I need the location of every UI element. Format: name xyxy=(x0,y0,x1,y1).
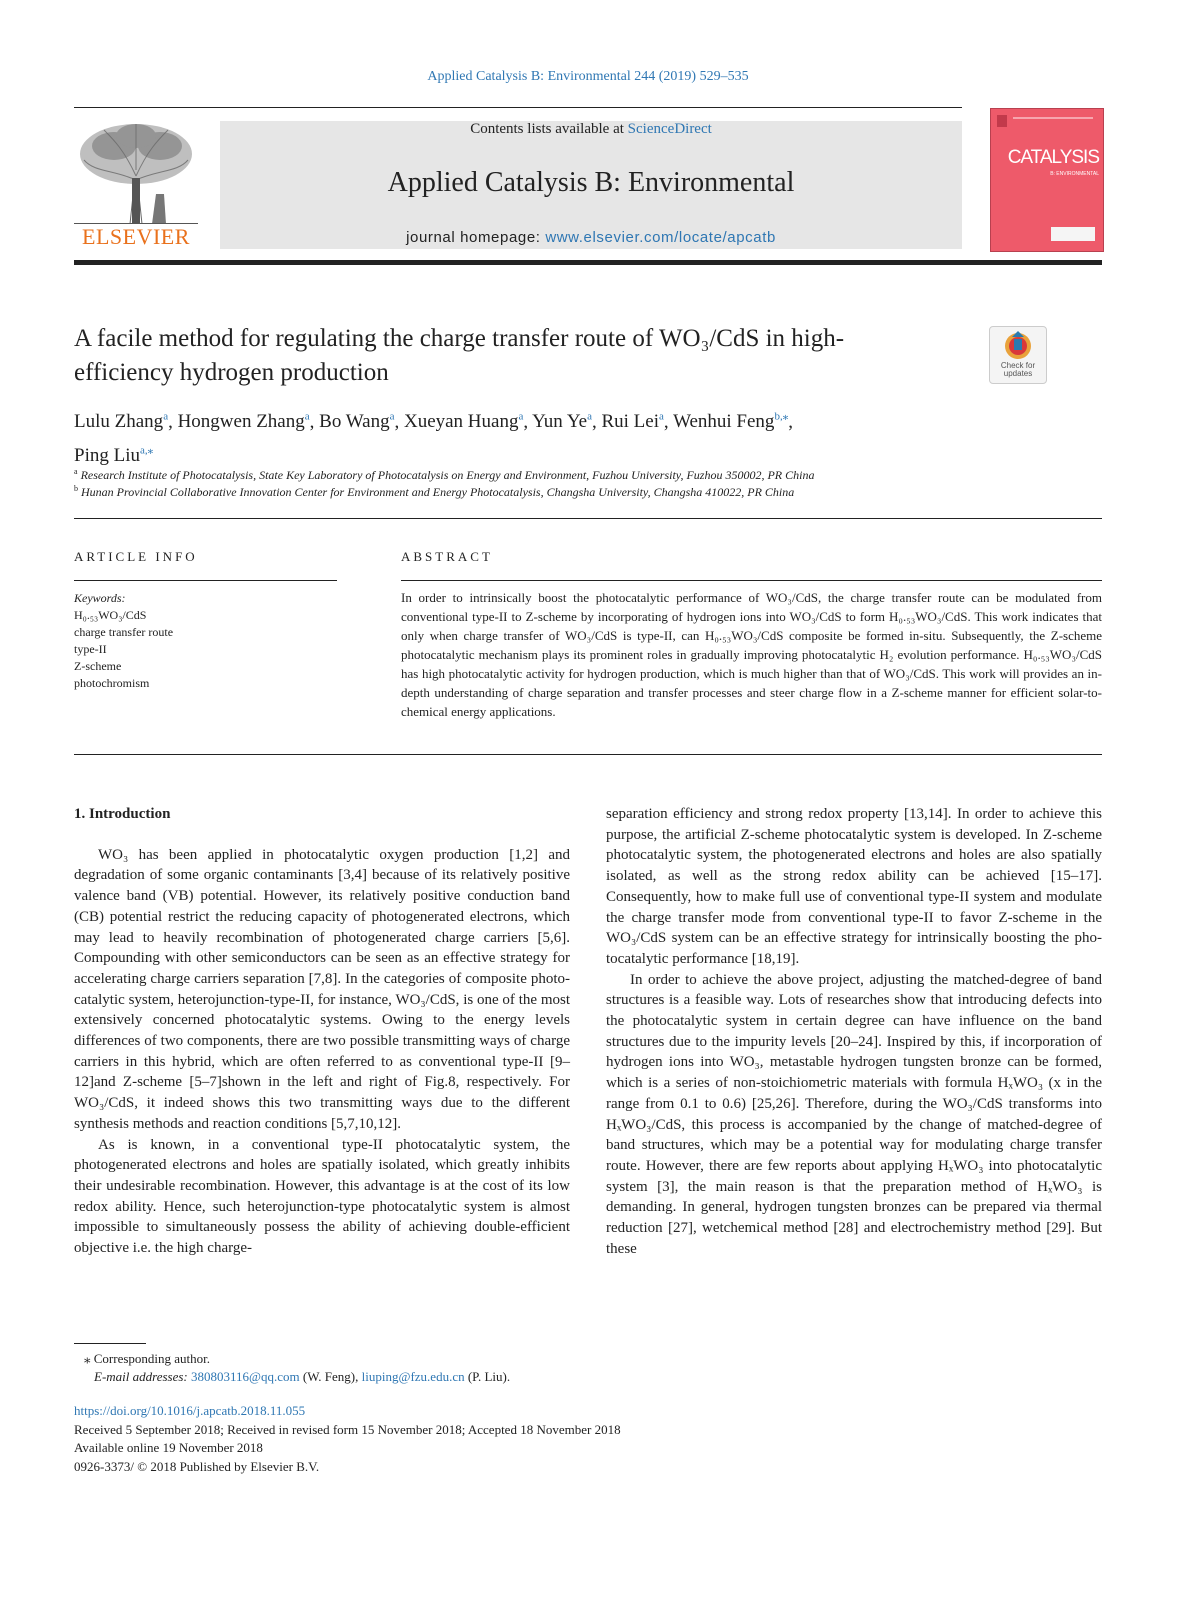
abstract-text: In order to intrinsically boost the photocatalytic performance of WO₃/CdS, the charge transfer route can be modulated from conventional type-II to Z-scheme by incorporating of hydrogen ions into WO₃/CdS to form H₀.₅₃WO₃/CdS. This work indicates that only when charge transfer of WO₃/CdS is type-II, can H₀.₅₃WO₃/CdS composite be formed in-situ. Subsequently, the Z-scheme photocatalytic mechanism plays its prominent roles in gradually improving photocatalytic H₂ evolution performance. H₀.₅₃WO₃/CdS has high photocatalytic activity for hydrogen production, which is much higher than that of WO₃/CdS. This work will provides an in-depth understanding of charge separation and transfer processes and steer charge flow in a Z-scheme manner for efficient solar-to-chemical energy applications. xyxy=(401,590,1102,719)
keyword: Z-scheme xyxy=(74,659,122,673)
journal-banner xyxy=(220,121,962,249)
homepage-link[interactable]: www.elsevier.com/locate/apcatb xyxy=(545,229,776,246)
affiliation: $^a$ Research Institute of Photocatalysis, State Key Laboratory of Photocatalysis on Energy and Environment, Fuzhou University, Fuzhou 350002, PR China xyxy=(74,467,815,482)
keywords-block xyxy=(74,590,334,692)
email-link[interactable]: liuping@fzu.edu.cn xyxy=(361,1369,465,1384)
cover-logo-icon xyxy=(997,115,1007,127)
cover-subtitle: B: ENVIRONMENTAL xyxy=(1050,171,1099,177)
article-info-label: ARTICLE INFO xyxy=(74,549,198,564)
body-left-column xyxy=(74,804,570,1259)
online-date: Available online 19 November 2018 xyxy=(74,1440,263,1455)
keyword: charge transfer route xyxy=(74,625,174,639)
header-top-rule xyxy=(74,107,962,108)
journal-citation[interactable]: Applied Catalysis B: Environmental 244 (2019) 529–535 xyxy=(427,69,749,84)
body-paragraph: separation efficiency and strong redox property [13,14]. In order to achieve this purpose, the artificial Z-scheme photocatalytic system is developed. In Z-scheme photocatalytic system, the photogenerated electrons and holes are also spatially isolated, as well as the strong redox ability can be achieved [15–17]. Consequently, how to make full use of conventional type-II system and modulate the charge transfer mode from conventional type-II to favor Z-scheme in the WO₃/CdS system can be an effective strategy for intrinsically boosting the photocatalytic performance [18,19]. xyxy=(606,806,1102,967)
affiliation-rule xyxy=(74,518,1102,519)
cover-title: CATALYSIS xyxy=(1007,147,1099,168)
contents-line xyxy=(220,121,962,138)
abstract-bottom-rule xyxy=(74,754,1102,755)
contents-prefix: Contents lists available at xyxy=(470,121,628,137)
body-paragraph: In order to achieve the above project, adjusting the matched-degree of band structures is a feasible way. Lots of researches show that introducing defects into the photocatalytic system in certain degree can have influence on the band structures due to the impurity levels [20–24]. Inspired by this, if incorporation of hydrogen ions into WO₃, metastable hydrogen tungsten bronze can be formed, which is a series of non-stoichiometric materials with formula HₓWO₃ (x in the range from 0.1 to 0.6) [25,26]. Therefore, during the WO₃/CdS transforms into HₓWO₃/CdS, this process is accompanied by the change of matched-degree of band structures, which may be a potential way for modulating charge transfer route. However, there are few reports about applying HₓWO₃ into photocatalytic system [3], the main reason is that the preparation method of HₓWO₃ is demanding. In general, hydrogen tungsten bronzes can be prepared via thermal reduction [27], wetchemical method [28] and electrochemistry method [29]. But these xyxy=(606,971,1102,1257)
footnote-rule xyxy=(74,1343,146,1344)
homepage-line xyxy=(220,229,962,246)
sciencedirect-link[interactable]: ScienceDirect xyxy=(627,121,712,137)
author[interactable]: Yun Ye$^a$ xyxy=(532,411,592,433)
header-thick-rule xyxy=(74,260,1102,265)
abstract-label: ABSTRACT xyxy=(401,549,493,564)
email-link[interactable]: 380803116@qq.com xyxy=(191,1369,300,1384)
elsevier-logo xyxy=(74,120,198,250)
publication-info xyxy=(74,1402,874,1476)
check-for-updates-button[interactable] xyxy=(989,326,1047,384)
author[interactable]: Ping Liu$^{a,⁎}$ xyxy=(74,444,154,466)
footnotes xyxy=(74,1350,774,1386)
article-title xyxy=(74,322,974,390)
keyword: H₀.₅₃WO₃/CdS xyxy=(74,608,147,622)
author-list: Lulu Zhang$^a$, Hongwen Zhang$^a$, Bo Wang$^a$, Xueyan Huang$^a$, Yun Ye$^a$, Rui Lei$^a$, Wenhui Feng$^{b,⁎}$, Ping Liu$^{a,⁎}$ xyxy=(74,411,793,466)
section-heading: 1. Introduction xyxy=(74,806,171,822)
article-title-line1: A facile method for regulating the charge transfer route of WO₃/CdS in high- xyxy=(74,325,845,352)
publisher-name: ELSEVIER xyxy=(82,224,190,249)
body-right-column xyxy=(606,804,1102,1259)
cover-footer-box xyxy=(1051,227,1095,241)
keyword: type-II xyxy=(74,642,107,656)
copyright: 0926-3373/ © 2018 Published by Elsevier B.V. xyxy=(74,1458,320,1474)
keyword: photochromism xyxy=(74,676,150,690)
journal-name: Applied Catalysis B: Environmental xyxy=(387,167,795,198)
check-updates-label: Check for updates xyxy=(1000,361,1036,378)
abstract-rule xyxy=(401,580,1102,581)
body-paragraph: As is known, in a conventional type-II photocatalytic system, the photogenerated electrons and holes are spatially isolated, which greatly inhibits their undesirable recombination. However, this advantage is at the cost of its low redox ability. Hence, such heterojunction-type photocatalytic system is almost impossible to simultaneously possess the ability of achieving double-efficient objective i.e. the high charge- xyxy=(74,1136,570,1257)
keywords-label: Keywords: xyxy=(74,591,126,605)
author[interactable]: Xueyan Huang$^a$ xyxy=(403,411,524,433)
article-title-line2: efficiency hydrogen production xyxy=(74,359,389,386)
corresponding-author-note: ⁎ Corresponding author. xyxy=(84,1351,211,1366)
author[interactable]: Hongwen Zhang$^a$ xyxy=(177,411,310,433)
homepage-prefix: journal homepage: xyxy=(406,229,546,246)
article-info-rule xyxy=(74,580,337,581)
author[interactable]: Bo Wang$^a$ xyxy=(319,411,395,433)
affiliation: $^b$ Hunan Provincial Collaborative Innovation Center for Environment and Energy Photocatalysis, Changsha University, Changsha 410022, PR China xyxy=(74,484,795,499)
doi-link[interactable]: https://doi.org/10.1016/j.apcatb.2018.11.055 xyxy=(74,1403,306,1418)
author[interactable]: Wenhui Feng$^{b,⁎}$ xyxy=(673,411,789,433)
elsevier-tree-icon xyxy=(74,120,198,224)
body-paragraph: WO₃ has been applied in photocatalytic oxygen production [1,2] and degradation of some organic contaminants [3,4] because of its relatively positive valence band (VB) potential. However, its relatively positive conduction band (CB) potential restrict the reducing capacity of photogenerated electrons, which may lead to heavily recombination of photogenerated charge carriers [5,6]. Compounding with other semiconductors can be seen as an effective strategy for accelerating charge carriers separation [7,8]. In the categories of composite photocatalytic system, heterojunction-type-II, for instance, WO₃/CdS, is one of the most extensively concerned photocatalytic systems. Owing to the energy levels differences of two components, there are two possible transmitting ways of charge carriers in this hybrid, which are often referred to as conventional type-II [9–12]and Z-scheme [5–7]shown in the left and right of Fig.8, respectively. For WO₃/CdS, it indeed shows this two transmitting ways due to the different synthesis methods and reaction conditions [5,7,10,12]. xyxy=(74,846,570,1132)
journal-cover-thumbnail[interactable] xyxy=(990,108,1104,252)
author[interactable]: Lulu Zhang$^a$ xyxy=(74,411,169,433)
author[interactable]: Rui Lei$^a$ xyxy=(601,411,664,433)
check-updates-icon xyxy=(990,327,1046,361)
email-line: E-mail addresses: 380803116@qq.com (W. Feng), liuping@fzu.edu.cn (P. Liu). xyxy=(94,1369,511,1384)
received-dates: Received 5 September 2018; Received in revised form 15 November 2018; Accepted 18 November 2018 xyxy=(74,1421,621,1437)
cover-header-bar xyxy=(1013,117,1093,119)
